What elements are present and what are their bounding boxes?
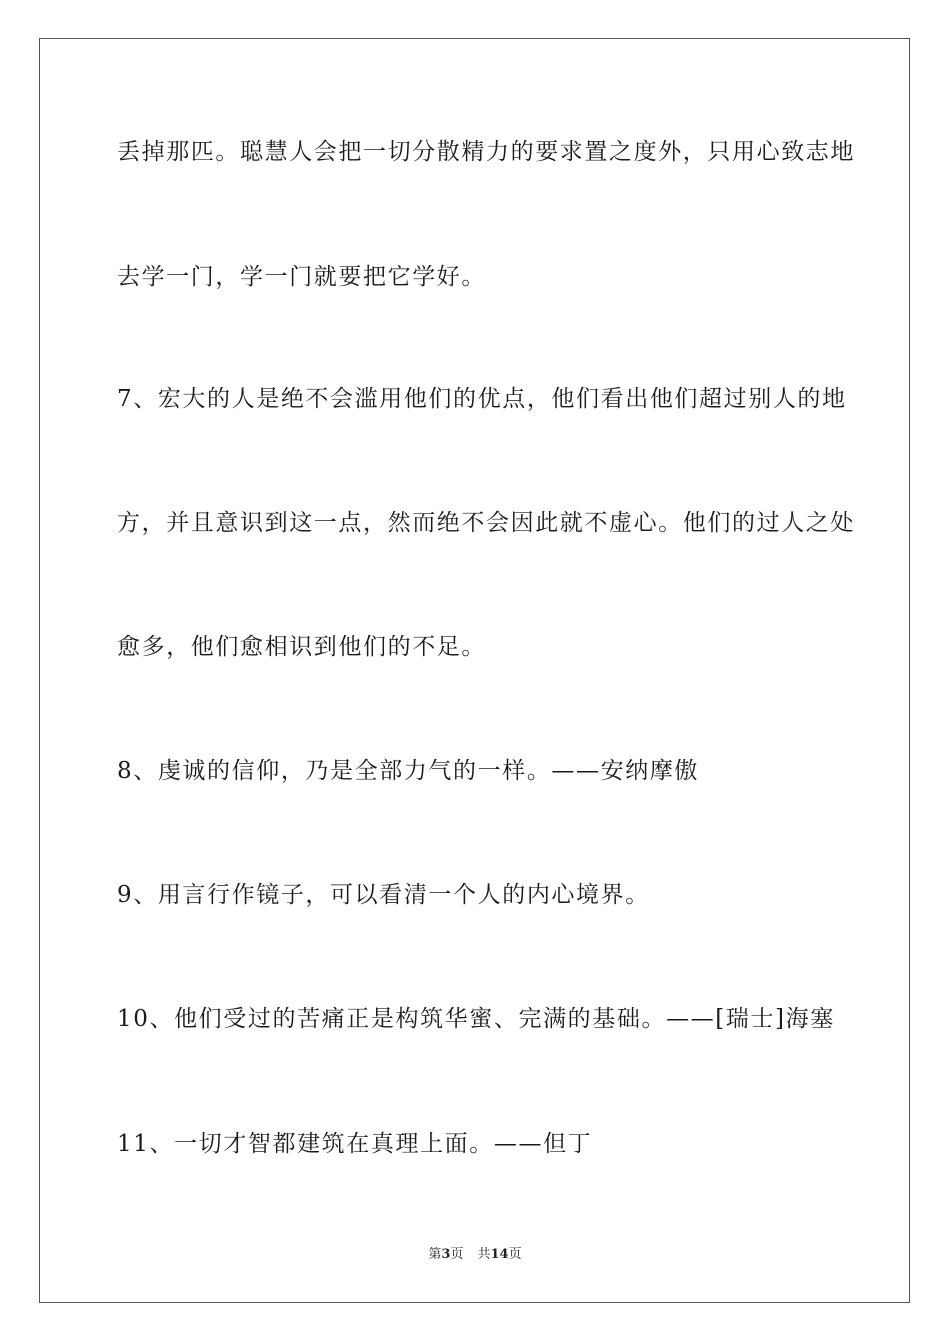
page-border [39,38,910,1303]
text-line-4: 方，并且意识到这一点，然而绝不会因此就不虚心。他们的过人之处 [117,510,855,536]
text-line-1: 丢掉那匹。聪慧人会把一切分散精力的要求置之度外，只用心致志地 [117,139,855,165]
text-line-2: 去学一门，学一门就要把它学好。 [117,264,486,290]
footer-total-suffix: 页 [508,1247,522,1262]
text-line-6: 8、虔诚的信仰，乃是全部力气的一样。——安纳摩傲 [117,758,700,784]
text-line-7: 9、用言行作镜子，可以看清一个人的内心境界。 [117,882,650,908]
text-line-3: 7、宏大的人是绝不会滥用他们的优点，他们看出他们超过别人的地 [117,386,847,412]
footer-total-pages: 14 [490,1247,509,1262]
footer-page-prefix: 第 [428,1247,442,1262]
page-footer [0,1246,950,1264]
text-line-9: 11、一切才智都建筑在真理上面。——但丁 [117,1131,593,1157]
footer-page-suffix: 页 [450,1247,464,1262]
footer-total-prefix: 共 [477,1247,491,1262]
text-line-5: 愈多，他们愈相识到他们的不足。 [117,634,486,660]
text-line-8: 10、他们受过的苦痛正是构筑华蜜、完满的基础。——[瑞士]海塞 [117,1006,835,1032]
footer-page-number: 3 [441,1247,451,1262]
